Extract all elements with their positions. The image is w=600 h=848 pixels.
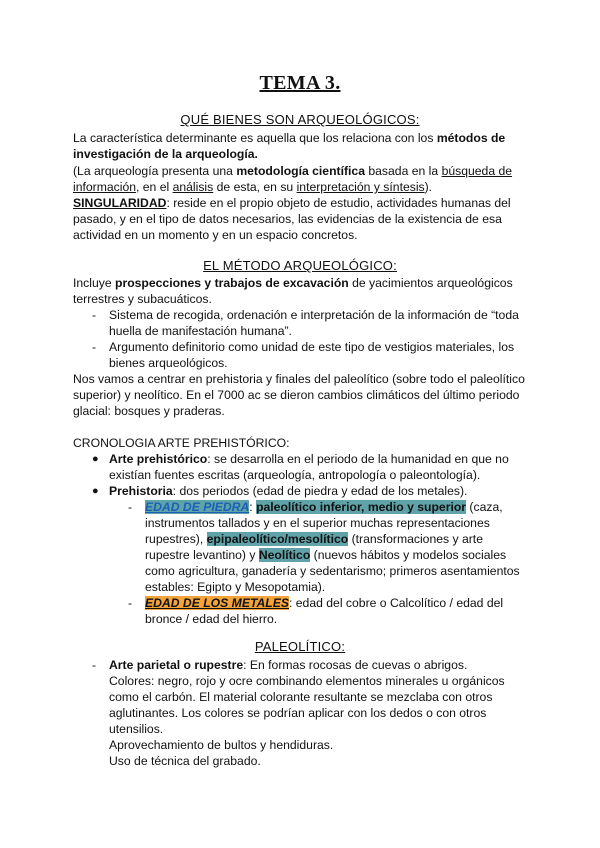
- paragraph-line: La característica determinante es aquella que los relaciona con los métodos de: [73, 131, 506, 145]
- list-item: Argumento definitorio como unidad de este tipo de vestigios materiales, los: [109, 340, 515, 354]
- sublist-item: EDAD DE LOS METALES: edad del cobre o Calcolítico / edad del: [145, 596, 504, 610]
- sublist-item: como agricultura, ganadería y sedentarismo; primeros asentamientos: [145, 564, 520, 578]
- paragraph-line: investigación de la arqueología.: [73, 147, 258, 161]
- dash-bullet: -: [128, 596, 133, 610]
- paragraph-line: superior) y neolítico. En el 7000 ac se dieron cambios climáticos del último periodo: [73, 388, 520, 402]
- sublist-item: estables: Egipto y Mesopotamia).: [145, 580, 326, 594]
- paragraph-line: Nos vamos a centrar en prehistoria y finales del paleolítico (sobre todo el paleolítico: [73, 372, 525, 386]
- sublist-item: rupestre levantino) y Neolítico (nuevos hábitos y modelos sociales: [145, 548, 507, 562]
- dot-bullet: ●: [92, 485, 99, 497]
- dash-bullet: -: [128, 500, 133, 514]
- paragraph-line: terrestres y subacuáticos.: [73, 292, 212, 306]
- list-item: Sistema de recogida, ordenación e interpretación de la información de “toda: [109, 308, 519, 322]
- list-item: como el carbón. El material colorante resultante se mezclaba con otros: [109, 690, 493, 704]
- sublist-item: instrumentos tallados y en el superior muchas representaciones: [145, 516, 490, 530]
- section-heading-bienes: QUÉ BIENES SON ARQUEOLÓGICOS:: [180, 112, 420, 127]
- paragraph-line: pasado, y en el tipo de datos necesarios, las evidencias de la existencia de esa: [73, 212, 502, 226]
- list-item: Prehistoria: dos periodos (edad de piedra y edad de los metales).: [109, 484, 468, 498]
- dash-bullet: -: [92, 308, 97, 322]
- list-item: utensilios.: [109, 722, 164, 736]
- dot-bullet: ●: [92, 453, 99, 465]
- paragraph-line: SINGULARIDAD: reside en el propio objeto de estudio, actividades humanas del: [73, 196, 511, 210]
- list-item: Arte parietal o rupestre: En formas rocosas de cuevas o abrigos.: [109, 658, 468, 672]
- dash-bullet: -: [92, 340, 97, 354]
- list-item: Aprovechamiento de bultos y hendiduras.: [109, 738, 334, 752]
- list-item: Uso de técnica del grabado.: [109, 754, 261, 768]
- page-title: TEMA 3.: [259, 72, 341, 94]
- section-heading-cronologia: CRONOLOGIA ARTE PREHISTÓRICO:: [73, 436, 290, 450]
- paragraph-line: información, en el análisis de esta, en su interpretación y síntesis).: [73, 180, 433, 194]
- dash-bullet: -: [92, 658, 97, 672]
- sublist-item: rupestres), epipaleolítico/mesolítico (transformaciones y arte: [145, 532, 483, 546]
- section-heading-metodo: EL MÉTODO ARQUEOLÓGICO:: [203, 258, 397, 273]
- paragraph-line: Incluye prospecciones y trabajos de excavación de yacimientos arqueológicos: [73, 276, 513, 290]
- list-item: existían fuentes escritas (arqueología, antropología o paleontología).: [109, 468, 481, 482]
- list-item: Colores: negro, rojo y ocre combinando elementos minerales u orgánicos: [109, 674, 505, 688]
- list-item: huella de manifestación humana”.: [109, 324, 292, 338]
- paragraph-line: glacial: bosques y praderas.: [73, 404, 225, 418]
- paragraph-line: (La arqueología presenta una metodología científica basada en la búsqueda de: [73, 164, 513, 178]
- list-item: aglutinantes. Los colores se podrían aplicar con los dedos o con otros: [109, 706, 487, 720]
- section-heading-paleolitico: PALEOLÍTICO:: [254, 639, 346, 654]
- sublist-item: EDAD DE PIEDRA: paleolítico inferior, medio y superior (caza,: [145, 500, 503, 514]
- list-item: bienes arqueológicos.: [109, 356, 228, 370]
- list-item: Arte prehistórico: se desarrolla en el periodo de la humanidad en que no: [109, 452, 509, 466]
- paragraph-line: actividad en un momento y en un espacio concretos.: [73, 228, 358, 242]
- sublist-item: bronce / edad del hierro.: [145, 612, 278, 626]
